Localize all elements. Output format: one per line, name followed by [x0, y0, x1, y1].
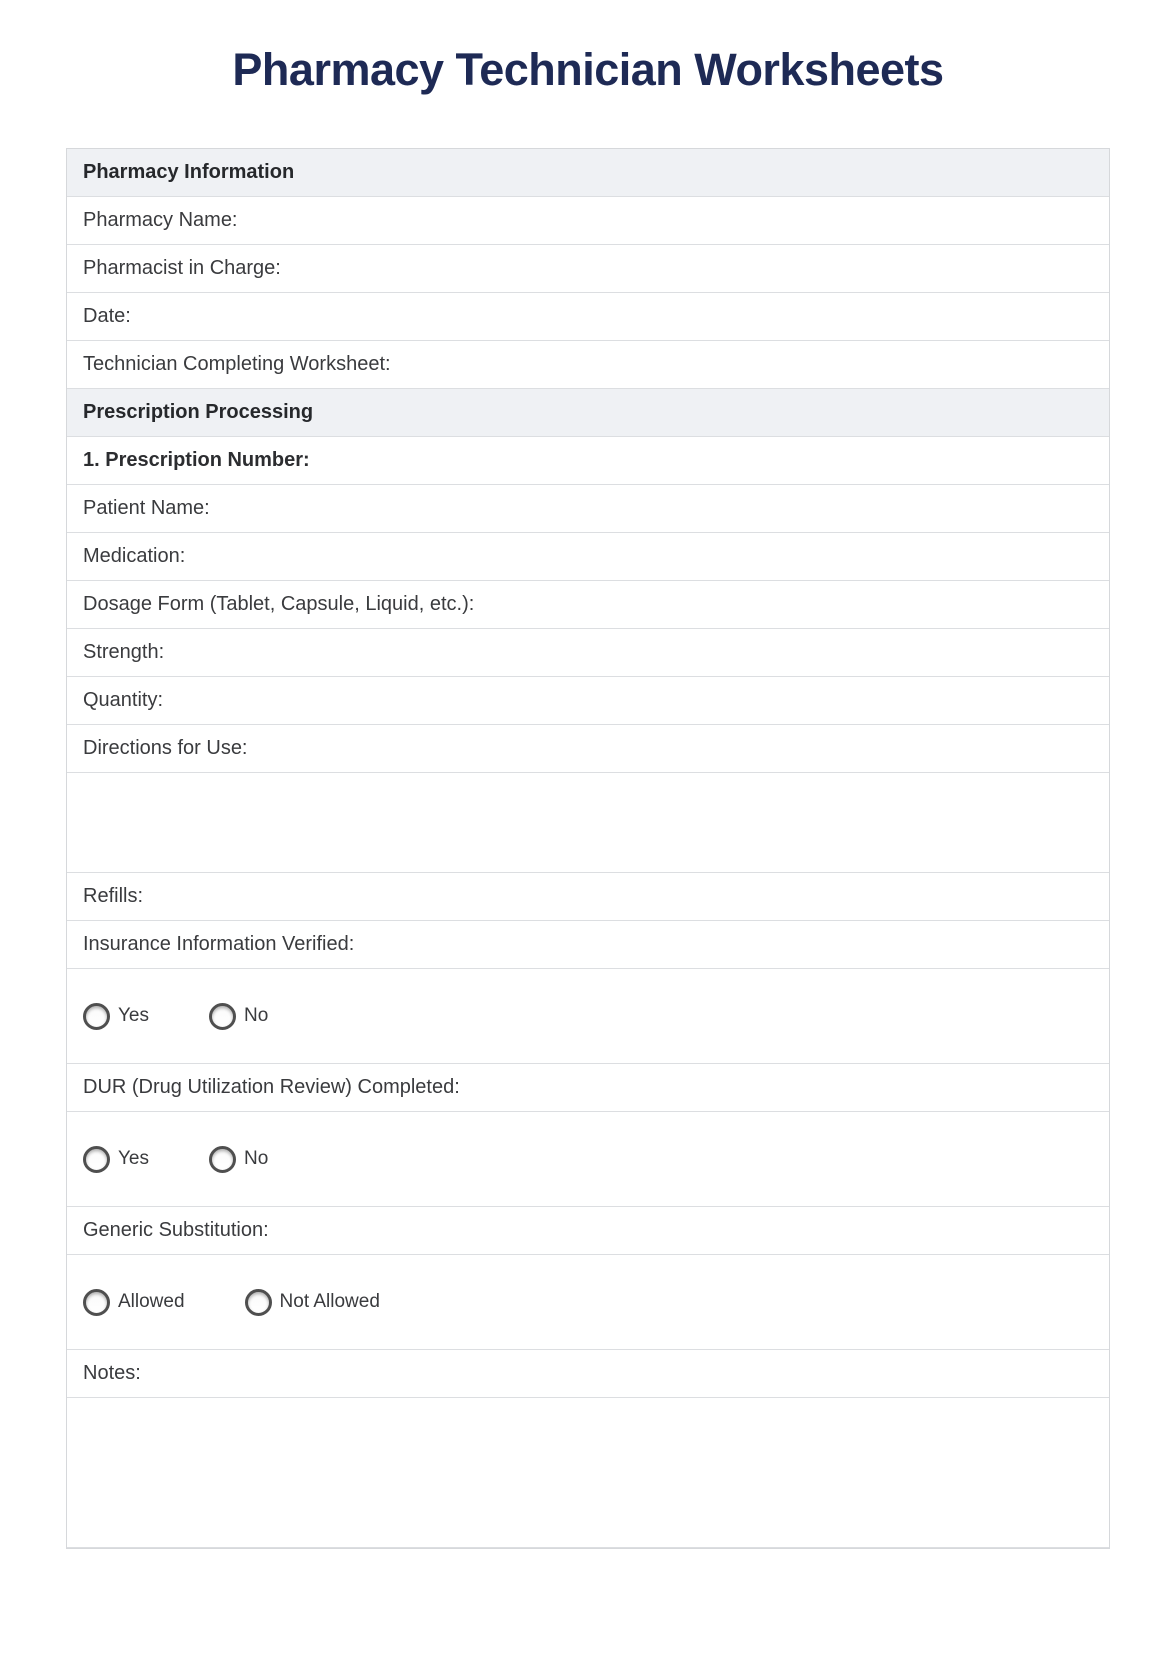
field-row-directions-for-use[interactable] — [67, 725, 1109, 773]
radio-button-icon[interactable] — [209, 1003, 236, 1030]
field-row-dosage-form[interactable] — [67, 581, 1109, 629]
field-row-medication[interactable] — [67, 533, 1109, 581]
radio-option-dur-no[interactable] — [209, 1146, 268, 1173]
field-row-date[interactable] — [67, 293, 1109, 341]
radio-option-label: Yes — [118, 1005, 149, 1026]
radio-option-insurance-yes[interactable] — [83, 1003, 149, 1030]
section-header-prescription-processing — [67, 389, 1109, 437]
field-row-pharmacist-in-charge[interactable] — [67, 245, 1109, 293]
field-label: Dosage Form (Tablet, Capsule, Liquid, etc.): — [83, 593, 475, 615]
directions-entry-area[interactable] — [67, 773, 1109, 873]
section-header-label: Pharmacy Information — [83, 161, 295, 183]
field-row-patient-name[interactable] — [67, 485, 1109, 533]
field-label: 1. Prescription Number: — [83, 449, 310, 471]
field-row-notes[interactable] — [67, 1350, 1109, 1398]
radio-option-allowed[interactable] — [83, 1289, 185, 1316]
field-label: Refills: — [83, 885, 144, 907]
radio-option-insurance-no[interactable] — [209, 1003, 268, 1030]
page-title: Pharmacy Technician Worksheets — [232, 44, 944, 95]
field-label: Generic Substitution: — [83, 1219, 269, 1241]
radio-option-label: Not Allowed — [279, 1291, 380, 1312]
field-label: Strength: — [83, 641, 165, 663]
field-label: Pharmacist in Charge: — [83, 257, 281, 279]
field-row-generic-substitution[interactable] — [67, 1207, 1109, 1255]
field-row-technician-completing-worksheet[interactable] — [67, 341, 1109, 389]
field-label: Quantity: — [83, 689, 164, 711]
radio-row-generic-substitution — [67, 1255, 1109, 1350]
radio-option-label: Yes — [118, 1148, 149, 1169]
radio-option-label: Allowed — [118, 1291, 185, 1312]
worksheet-form-table — [66, 148, 1110, 1549]
radio-button-icon[interactable] — [209, 1146, 236, 1173]
field-row-refills[interactable] — [67, 873, 1109, 921]
radio-row-dur-completed — [67, 1112, 1109, 1207]
radio-button-icon[interactable] — [245, 1289, 272, 1316]
field-label: Insurance Information Verified: — [83, 933, 355, 955]
field-row-dur-completed[interactable] — [67, 1064, 1109, 1112]
field-label: Directions for Use: — [83, 737, 248, 759]
field-row-strength[interactable] — [67, 629, 1109, 677]
field-row-quantity[interactable] — [67, 677, 1109, 725]
field-label: Technician Completing Worksheet: — [83, 353, 391, 375]
radio-button-icon[interactable] — [83, 1289, 110, 1316]
field-row-pharmacy-name[interactable] — [67, 197, 1109, 245]
section-header-pharmacy-information — [67, 149, 1109, 197]
notes-entry-area[interactable] — [67, 1398, 1109, 1548]
field-label: Pharmacy Name: — [83, 209, 238, 231]
radio-row-insurance-verified — [67, 969, 1109, 1064]
radio-option-label: No — [244, 1148, 269, 1169]
field-label: DUR (Drug Utilization Review) Completed: — [83, 1076, 460, 1098]
field-row-insurance-information-verified[interactable] — [67, 921, 1109, 969]
field-label: Notes: — [83, 1362, 141, 1384]
field-label: Patient Name: — [83, 497, 210, 519]
field-label: Date: — [83, 305, 131, 327]
radio-option-label: No — [244, 1005, 269, 1026]
radio-option-not-allowed[interactable] — [245, 1289, 380, 1316]
radio-button-icon[interactable] — [83, 1146, 110, 1173]
section-header-label: Prescription Processing — [83, 401, 314, 423]
radio-option-dur-yes[interactable] — [83, 1146, 149, 1173]
radio-button-icon[interactable] — [83, 1003, 110, 1030]
field-label: Medication: — [83, 545, 186, 567]
field-row-prescription-number[interactable] — [67, 437, 1109, 485]
